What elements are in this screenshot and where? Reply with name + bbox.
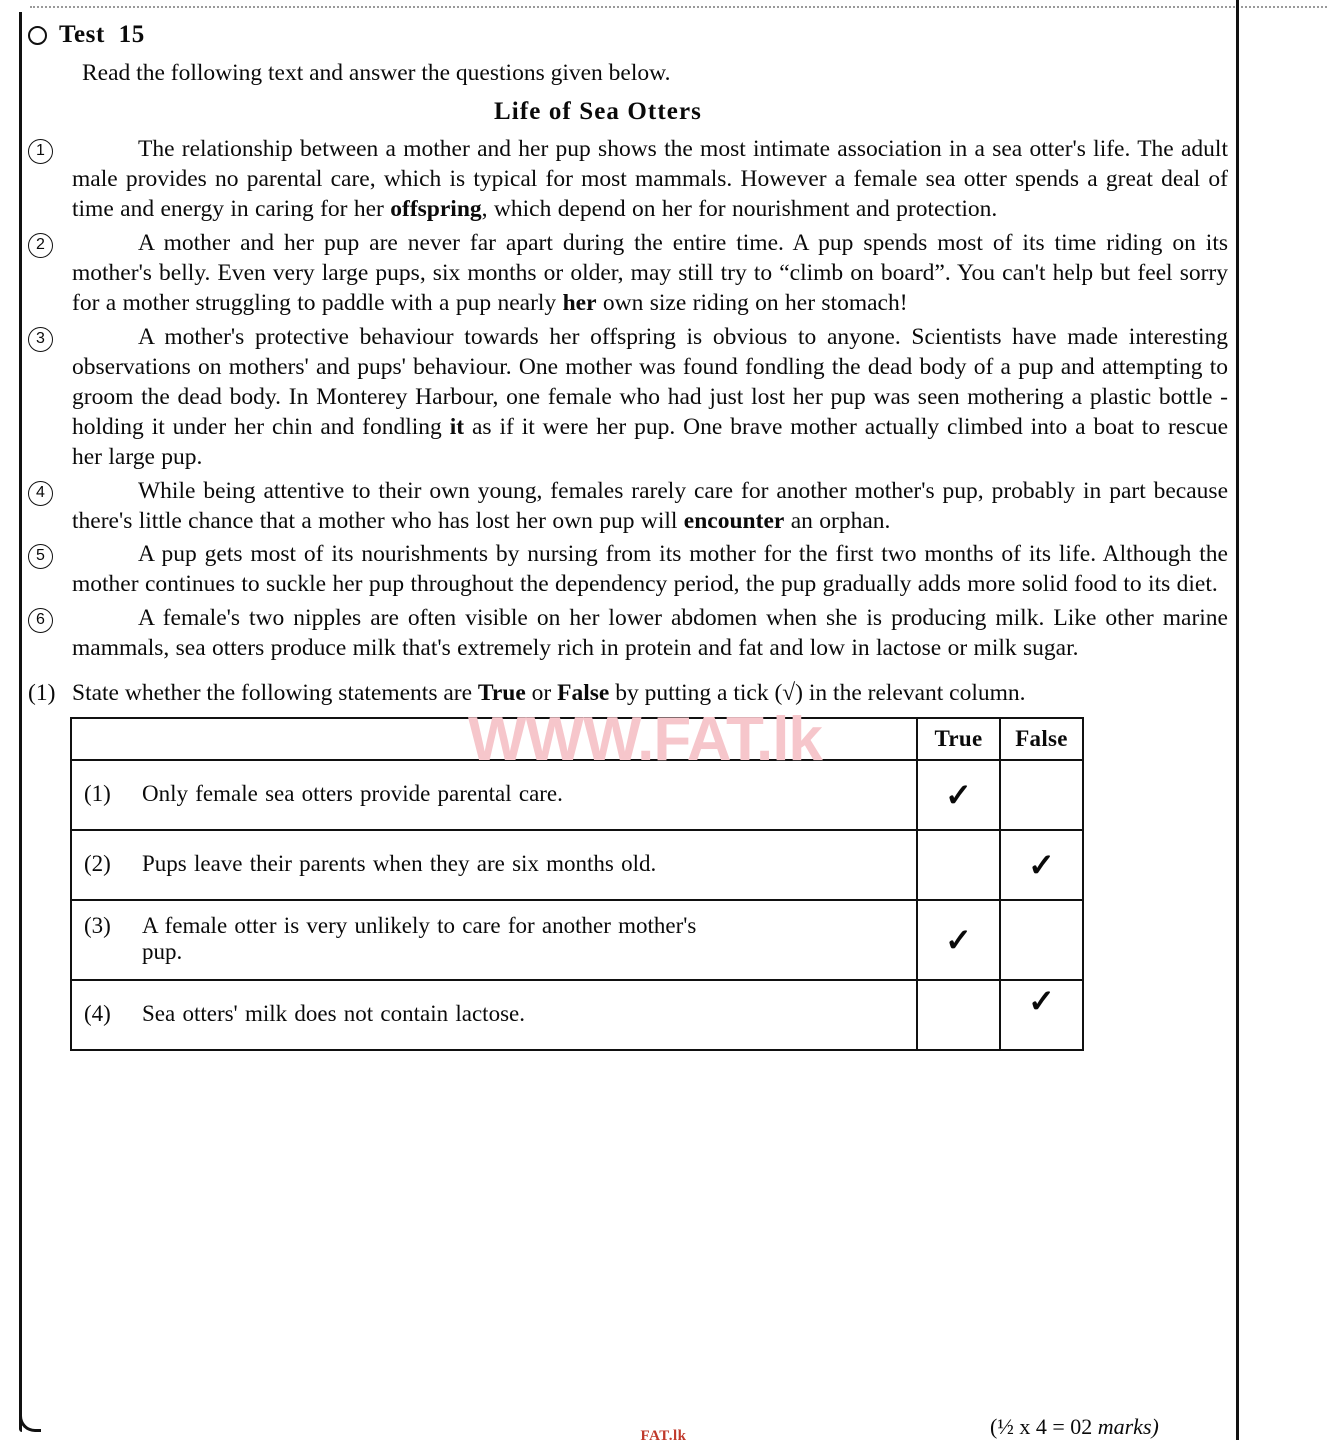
table-row bbox=[71, 760, 1083, 830]
false-checkbox-cell[interactable] bbox=[1000, 980, 1083, 1050]
false-checkbox-cell[interactable] bbox=[1000, 760, 1083, 830]
table-header-statement bbox=[71, 718, 917, 760]
question-1-number: (1) bbox=[28, 680, 56, 707]
footer-brand: FAT.lk bbox=[640, 1428, 687, 1444]
statement-index: (2) bbox=[84, 851, 111, 877]
paragraph-number-2: 2 bbox=[28, 233, 53, 258]
statement-index: (3) bbox=[84, 913, 111, 939]
statement-cell bbox=[71, 760, 917, 830]
reading-instruction: Read the following text and answer the questions given below. bbox=[82, 60, 671, 86]
table-body bbox=[71, 760, 1083, 1050]
article-body bbox=[28, 135, 1228, 664]
article-paragraph bbox=[28, 604, 1228, 664]
check-icon: ✓ bbox=[1028, 983, 1055, 1020]
check-icon: ✓ bbox=[1028, 847, 1055, 884]
circle-outline-icon bbox=[28, 26, 47, 45]
statement-index: (4) bbox=[84, 1001, 111, 1027]
paragraph-text: A mother's protective behaviour towards her offspring is obvious to anyone. Scientists have made interesting observations on mothers' and pups' behaviour. One mother was found fondling the dead body of a pup and attempting to groom the dead body. In Monterey Harbour, one female who had just lost her pup was seen mothering a plastic bottle - holding it under her chin and fondling it as if it were her pup. One brave mother actually climbed into a boat to rescue her large pup. bbox=[72, 323, 1228, 470]
paragraph-number-3: 3 bbox=[28, 327, 53, 352]
article-paragraph bbox=[28, 323, 1228, 473]
table-header-false: False bbox=[1000, 718, 1083, 760]
statement-text-line2: pup. bbox=[142, 939, 183, 965]
article-paragraph bbox=[28, 540, 1228, 600]
question-1-block bbox=[28, 678, 1228, 708]
check-icon: ✓ bbox=[945, 777, 972, 814]
paragraph-number-5: 5 bbox=[28, 544, 53, 569]
test-heading bbox=[28, 18, 1228, 52]
article-title: Life of Sea Otters bbox=[494, 98, 702, 126]
statement-cell bbox=[71, 900, 917, 980]
true-false-table bbox=[70, 717, 1084, 1051]
false-checkbox-cell[interactable] bbox=[1000, 830, 1083, 900]
site-watermark: WWW.FAT.lk bbox=[468, 705, 822, 774]
table-row bbox=[71, 980, 1083, 1050]
document-content bbox=[28, 18, 1228, 1051]
statement-cell bbox=[71, 830, 917, 900]
paragraph-number-1: 1 bbox=[28, 139, 53, 164]
statement-text: Pups leave their parents when they are six months old. bbox=[142, 851, 657, 877]
statement-text: A female otter is very unlikely to care for another mother's pup. bbox=[142, 913, 908, 965]
statement-cell bbox=[71, 980, 917, 1050]
article-paragraph bbox=[28, 229, 1228, 319]
table-row bbox=[71, 900, 1083, 980]
table-header-true: True bbox=[917, 718, 1000, 760]
true-checkbox-cell[interactable] bbox=[917, 900, 1000, 980]
page-left-border bbox=[19, 12, 22, 1432]
statement-index: (1) bbox=[84, 781, 111, 807]
paragraph-number-4: 4 bbox=[28, 481, 53, 506]
table-header-row bbox=[71, 718, 1083, 760]
marks-note-text: (½ x 4 = 02 bbox=[990, 1414, 1098, 1439]
page-top-dotted-rule bbox=[30, 6, 1327, 8]
marks-note-italic: marks) bbox=[1097, 1414, 1159, 1439]
true-checkbox-cell[interactable] bbox=[917, 980, 1000, 1050]
false-checkbox-cell[interactable] bbox=[1000, 900, 1083, 980]
emphasis-word: her bbox=[562, 289, 597, 316]
statement-text: Only female sea otters provide parental care. bbox=[142, 781, 563, 807]
test-label: Test 15 bbox=[59, 21, 145, 48]
article-paragraph bbox=[28, 477, 1228, 537]
emphasis-word: False bbox=[557, 680, 610, 707]
paragraph-text: The relationship between a mother and her pup shows the most intimate association in a sea otter's life. The adult male provides no parental care, which is typical for most mammals. However a female sea otter spends a great deal of time and energy in caring for her offspring, which depend on her for nourishment and protection. bbox=[72, 136, 1228, 222]
emphasis-word: it bbox=[449, 413, 465, 440]
true-checkbox-cell[interactable] bbox=[917, 760, 1000, 830]
paragraph-text: A pup gets most of its nourishments by nursing from its mother for the first two months of its life. Although the mother continues to suckle her pup throughout the dependency period, the pup gradually adds more solid food to its diet. bbox=[72, 541, 1228, 598]
question-1-text: State whether the following statements are True or False by putting a tick (√) in the relevant column. bbox=[72, 680, 1026, 707]
check-icon: ✓ bbox=[945, 922, 972, 959]
article-paragraph bbox=[28, 135, 1228, 225]
emphasis-word: True bbox=[477, 680, 526, 707]
paragraph-text: A female's two nipples are often visible on her lower abdomen when she is producing milk. Like other marine mammals, sea otters produce milk that's extremely rich in protein and fat and low in lactose or milk sugar. bbox=[72, 605, 1228, 662]
paragraph-number-6: 6 bbox=[28, 608, 53, 633]
emphasis-word: encounter bbox=[683, 507, 785, 534]
true-checkbox-cell[interactable] bbox=[917, 830, 1000, 900]
statement-text: Sea otters' milk does not contain lactose. bbox=[142, 1001, 525, 1027]
table-row bbox=[71, 830, 1083, 900]
emphasis-word: offspring bbox=[390, 195, 482, 222]
paragraph-text: While being attentive to their own young, females rarely care for another mother's pup, probably in part because there's little chance that a mother who has lost her own pup will encounter an orphan. bbox=[72, 477, 1228, 534]
page-right-border bbox=[1236, 0, 1239, 1440]
paragraph-text: A mother and her pup are never far apart during the entire time. A pup spends most of its time riding on its mother's belly. Even very large pups, six months or older, may still try to “climb on board”. You can't help but feel sorry for a mother struggling to paddle with a pup nearly her own size riding on her stomach! bbox=[72, 229, 1228, 316]
